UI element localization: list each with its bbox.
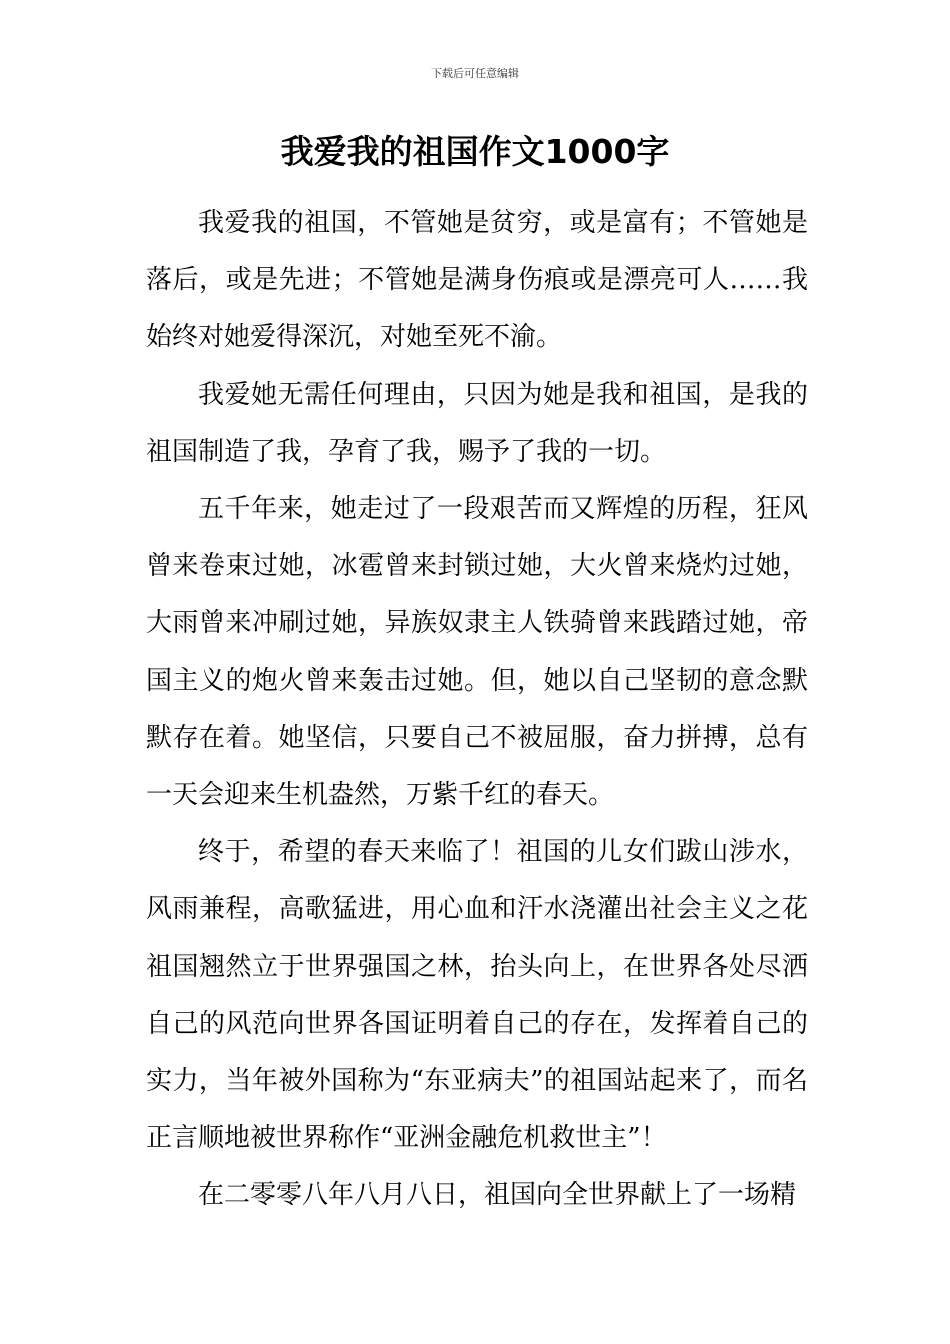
document-title: 我爱我的祖国作文1000字 (280, 132, 670, 171)
paragraph: 在二零零八年八月八日，祖国向全世界献上了一场精 (198, 1180, 797, 1211)
paragraph: 五千年来，她走过了一段艰苦而又辉煌的历程，狂风曾来卷束过她，冰雹曾来封锁过她，大火曾来烧灼过她，大雨曾来冲刷过她，异族奴隶主人铁骑曾来践踏过她，帝国主义的炮火曾来轰击过她。但，她以自己坚韧的意念默默存在着。她坚信，只要自己不被屈服，奋力拼搏，总有一天会迎来生机盎然，万紫千红的春天。 (146, 494, 808, 811)
paragraph: 我爱我的祖国，不管她是贫穷，或是富有；不管她是落后，或是先进；不管她是满身伤痕或是漂亮可人……我始终对她爱得深沉，对她至死不渝。 (146, 208, 808, 353)
paragraph: 终于，希望的春天来临了！祖国的儿女们跋山涉水，风雨兼程，高歌猛进，用心血和汗水浇灌出社会主义之花祖国翘然立于世界强国之林，抬头向上，在世界各处尽洒自己的风范向世界各国证明着自己的存在，发挥着自己的实力，当年被外国称为“东亚病夫”的祖国站起来了，而名正言顺地被世界称作“亚洲金融危机救世主”！ (146, 837, 808, 1154)
document-body (146, 195, 808, 1225)
paragraph: 我爱她无需任何理由，只因为她是我和祖国，是我的祖国制造了我，孕育了我，赐予了我的一切。 (146, 379, 808, 467)
header-note: 下载后可任意编辑 (431, 67, 519, 80)
